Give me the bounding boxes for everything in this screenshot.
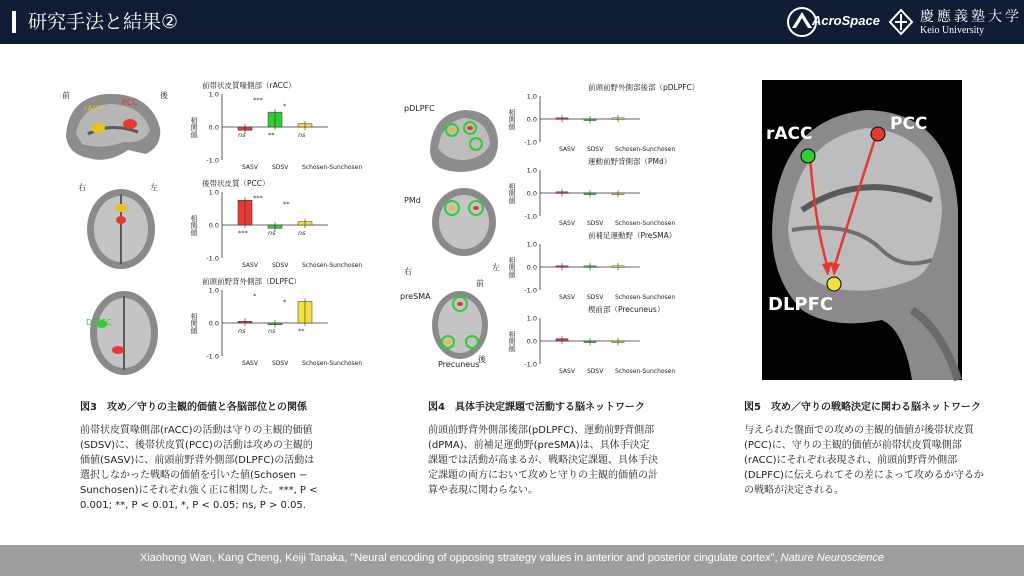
chart-tick-label: 1.0	[526, 314, 537, 323]
fig3-bar-charts	[190, 80, 363, 380]
keio-pen-logo-icon	[888, 8, 914, 36]
chart-title: 運動前野背側部（PMd）	[588, 157, 672, 166]
fig4-presma-label: preSMA	[400, 292, 431, 301]
chart-ylabel: 相関値	[508, 183, 516, 204]
chart-tick-label: 0.0	[526, 337, 537, 346]
keio-name-en: Keio University	[920, 25, 985, 36]
chart-title: 前帯状皮質喙側部（rACC）	[202, 81, 296, 90]
significance-bracket-label: **	[283, 200, 290, 208]
significance-bracket-label: *	[283, 298, 287, 306]
category-label: SDSV	[587, 220, 604, 227]
significance-label: ***	[238, 229, 248, 237]
category-label: Schosen-Sunchosen	[302, 164, 363, 171]
category-label: SASV	[242, 360, 258, 367]
category-label: SDSV	[272, 164, 289, 171]
chart-tick-label: -1.0	[524, 212, 537, 221]
chart-ylabel: 相関値	[190, 117, 198, 138]
fig4-axial-brain	[428, 288, 492, 362]
category-label: Schosen-Sunchosen	[615, 146, 676, 153]
fig4-pmd-label: PMd	[404, 196, 421, 205]
chart-tick-label: 0.0	[208, 123, 219, 132]
category-label: SASV	[559, 368, 575, 375]
chart-title: 楔前部（Precuneus）	[588, 305, 665, 314]
fig4-caption	[428, 400, 658, 498]
chart-tick-label: -1.0	[524, 138, 537, 147]
fig4-precuneus-label: Precuneus	[438, 360, 480, 369]
category-label: Schosen-Sunchosen	[615, 368, 676, 375]
fig3-caption-title: 図3 攻め／守りの主観的価値と各脳部位との関係	[80, 402, 307, 413]
chart-ylabel: 相関値	[190, 313, 198, 334]
title-accent-bar	[12, 11, 16, 33]
fig3-caption	[80, 400, 320, 513]
significance-label: ns	[298, 229, 306, 237]
category-label: SDSV	[587, 294, 604, 301]
fig5-caption-title: 図5 攻め／守りの戦略決定に関わる脳ネットワーク	[744, 402, 981, 413]
category-label: SASV	[242, 262, 258, 269]
significance-label: ns	[268, 229, 276, 237]
category-label: SDSV	[272, 360, 289, 367]
fig4-sagittal-brain	[424, 102, 502, 180]
category-label: Schosen-Sunchosen	[302, 360, 363, 367]
chart-ylabel: 相関値	[508, 109, 516, 130]
chart-ylabel: 相関値	[190, 215, 198, 236]
page-title: 研究手法と結果②	[28, 11, 179, 33]
fig5-pcc-label: PCC	[890, 114, 928, 134]
significance-bracket-label: ***	[253, 96, 263, 104]
fig4-back-label: 後	[478, 355, 486, 364]
chart-tick-label: 0.0	[526, 115, 537, 124]
chart-tick-label: 1.0	[526, 92, 537, 101]
category-label: SDSV	[587, 146, 604, 153]
citation	[0, 552, 1024, 564]
fig4-left-label: 左	[492, 263, 500, 272]
category-label: SASV	[559, 146, 575, 153]
chart-title: 前補足運動野（PreSMA）	[588, 231, 677, 240]
chart-ylabel: 相関値	[508, 257, 516, 278]
category-label: SDSV	[587, 368, 604, 375]
chart-tick-label: -1.0	[524, 360, 537, 369]
chart-tick-label: 0.0	[208, 221, 219, 230]
fig4-caption-title: 図4 具体手決定課題で活動する脳ネットワーク	[428, 402, 645, 413]
significance-label: ns	[238, 327, 246, 335]
fig3-left-label: 左	[150, 183, 158, 192]
chart-ylabel: 相関値	[508, 331, 516, 352]
fig3-pcc-label: PCC	[122, 98, 138, 107]
fig3-sagittal-brain	[58, 84, 166, 170]
fig4-right-label: 右	[404, 267, 412, 276]
significance-bracket-label: *	[283, 102, 287, 110]
chart-tick-label: 1.0	[208, 90, 219, 99]
chart-tick-label: 0.0	[526, 189, 537, 198]
category-label: SASV	[242, 164, 258, 171]
chart-title: 前頭前野外側部後部（pDLPFC）	[588, 83, 700, 92]
chart-tick-label: 1.0	[208, 286, 219, 295]
chart-title: 後帯状皮質（PCC）	[202, 179, 270, 188]
category-label: SASV	[559, 220, 575, 227]
significance-label: ns	[268, 327, 276, 335]
acrospace-label: AcroSpace	[812, 13, 880, 28]
fig5-caption	[744, 400, 984, 498]
fig3-racc-label: rACC	[84, 104, 104, 113]
fig3-axial-brain-top	[78, 186, 164, 272]
keio-name-jp: 慶應義塾大学	[920, 9, 1022, 25]
chart-tick-label: -1.0	[206, 352, 219, 361]
fig3-axial-brain-bottom	[84, 288, 164, 378]
fig3-dlpfc-label: DLPFC	[86, 318, 112, 327]
citation-text: Xiaohong Wan, Kang Cheng, Keiji Tanaka, "Neural encoding of opposing strategy values in anterior and posterior cingulate cortex",	[139, 552, 781, 564]
category-label: SASV	[559, 294, 575, 301]
fig4-front-label: 前	[476, 279, 484, 288]
chart-tick-label: 1.0	[526, 166, 537, 175]
chart-title: 前頭前野背外側部（DLPFC）	[202, 277, 302, 286]
header-bar	[0, 0, 1024, 44]
fig3-front-label: 前	[62, 91, 70, 100]
fig3-caption-body: 前帯状皮質喙側部(rACC)の活動は守りの主観的価値(SDSV)に、後帯状皮質(PCC)の活動は攻めの主観的価値(SASV)に、前頭前野背外側部(DLPFC)の活動は選択しなかった戦略の価値を引いた値(Schosen − Sunchosen)にそれぞれ強く正に相関した。***, P < 0.001; **, P < 0.01, *, P < 0.05; ns, P > 0.05.	[80, 425, 318, 511]
chart-tick-label: 1.0	[208, 188, 219, 197]
citation-journal: Nature Neuroscience	[780, 552, 885, 564]
significance-label: ns	[238, 131, 246, 139]
fig5-dlpfc-label: DLPFC	[768, 294, 834, 315]
fig4-coronal-brain	[428, 186, 500, 260]
fig5-caption-body: 与えられた盤面での攻めの主観的価値が後帯状皮質(PCC)に、守りの主観的価値が前帯状皮質喙側部(rACC)にそれぞれ表現され、前頭前野背外側部(DLPFC)に伝えられてその差によって攻めるか守るかの戦略が決定される。	[744, 425, 984, 496]
fig4-caption-body: 前頭前野背外側部後部(pDLPFC)、運動前野背側部(dPMA)、前補足運動野(preSMA)は、具体手決定課題では活動が高まるが、戦略決定課題、具体手決定課題の両方において攻めと守りの主観的価値の計算や表現に関わらない。	[428, 425, 658, 496]
fig3-right-label: 右	[78, 183, 86, 192]
significance-label: **	[298, 327, 305, 335]
significance-label: ns	[298, 131, 306, 139]
footer-bar	[0, 545, 1024, 576]
chart-tick-label: 0.0	[208, 319, 219, 328]
significance-label: **	[268, 131, 275, 139]
fig4-bar-charts	[508, 82, 700, 382]
significance-bracket-label: ***	[253, 194, 263, 202]
chart-tick-label: -1.0	[206, 156, 219, 165]
fig5-racc-label: rACC	[766, 124, 813, 144]
chart-tick-label: -1.0	[206, 254, 219, 263]
category-label: SDSV	[272, 262, 289, 269]
chart-tick-label: 0.0	[526, 263, 537, 272]
fig4-pdlpfc-label: pDLPFC	[404, 104, 435, 113]
category-label: Schosen-Sunchosen	[302, 262, 363, 269]
chart-tick-label: 1.0	[526, 240, 537, 249]
category-label: Schosen-Sunchosen	[615, 220, 676, 227]
category-label: Schosen-Sunchosen	[615, 294, 676, 301]
fig3-back-label: 後	[160, 91, 168, 100]
significance-bracket-label: *	[253, 292, 257, 300]
chart-tick-label: -1.0	[524, 286, 537, 295]
